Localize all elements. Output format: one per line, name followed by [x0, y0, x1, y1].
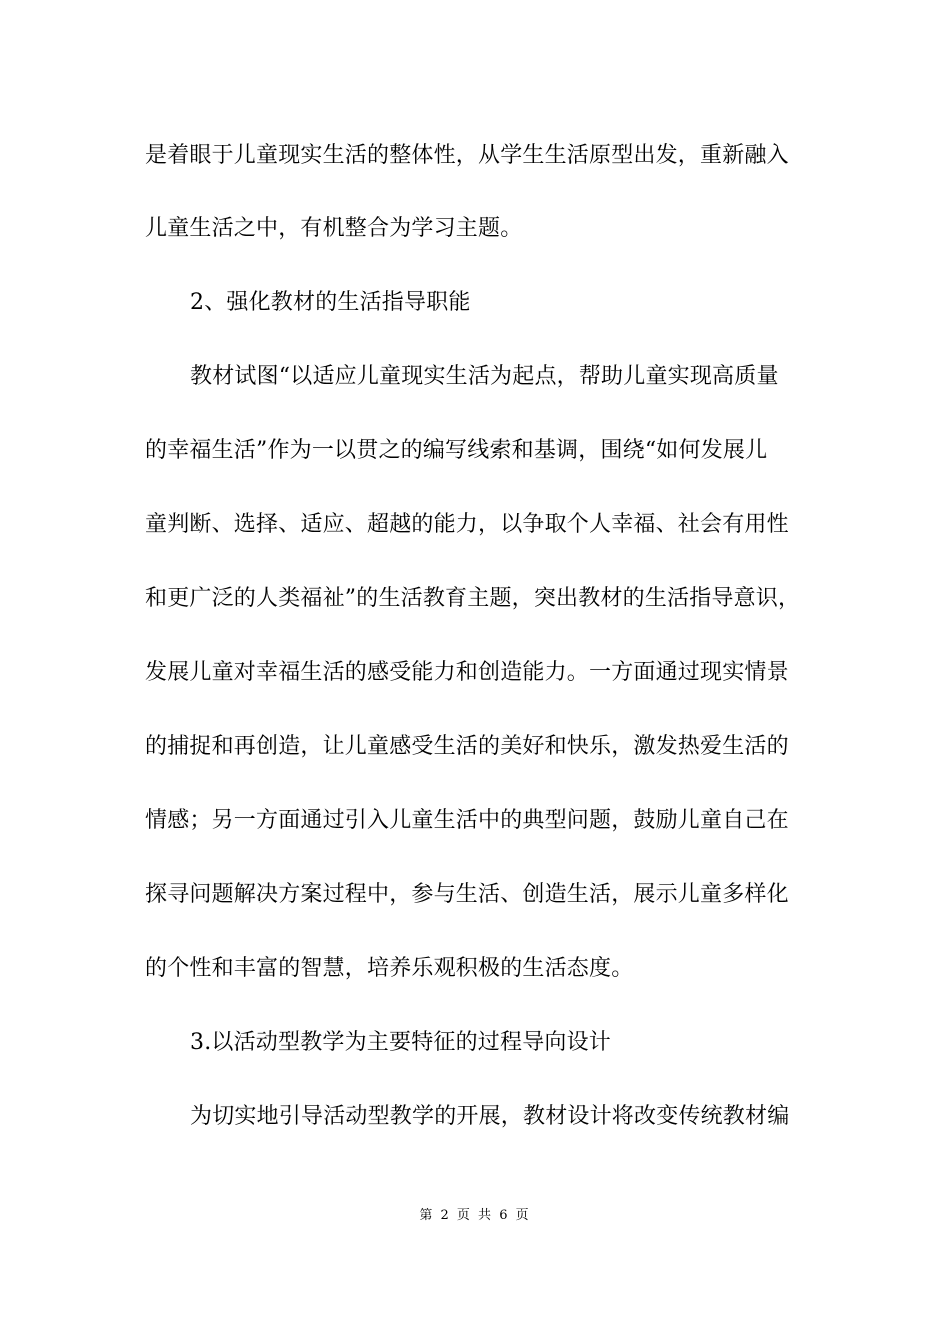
text-line-6: 和更广泛的人类福祉”的生活教育主题，突出教材的生活指导意识，: [145, 586, 801, 611]
text-line-8: 的捕捉和再创造，让儿童感受生活的美好和快乐，激发热爱生活的: [145, 734, 789, 759]
text-line-11: 的个性和丰富的智慧，培养乐观积极的生活态度。: [145, 956, 634, 981]
text-line-3: 教材试图“以适应儿童现实生活为起点，帮助儿童实现高质量: [190, 364, 779, 389]
text-line-2: 儿童生活之中，有机整合为学习主题。: [145, 216, 523, 241]
text-line-4: 的幸福生活”作为一以贯之的编写线索和基调，围绕“如何发展儿: [145, 438, 768, 463]
page-number-footer: 第 2 页 共 6 页: [419, 1208, 531, 1223]
text-line-5: 童判断、选择、适应、超越的能力，以争取个人幸福、社会有用性: [145, 512, 789, 537]
section-heading-3: 3.以活动型教学为主要特征的过程导向设计: [190, 1030, 611, 1055]
text-line-9: 情感；另一方面通过引入儿童生活中的典型问题，鼓励儿童自己在: [145, 808, 789, 833]
text-line-1: 是着眼于儿童现实生活的整体性，从学生生活原型出发，重新融入: [145, 143, 789, 168]
text-line-12: 为切实地引导活动型教学的开展，教材设计将改变传统教材编: [190, 1104, 790, 1129]
section-heading-2: 2、强化教材的生活指导职能: [190, 290, 471, 315]
text-line-10: 探寻问题解决方案过程中，参与生活、创造生活，展示儿童多样化: [145, 882, 789, 907]
text-line-7: 发展儿童对幸福生活的感受能力和创造能力。一方面通过现实情景: [145, 660, 789, 685]
